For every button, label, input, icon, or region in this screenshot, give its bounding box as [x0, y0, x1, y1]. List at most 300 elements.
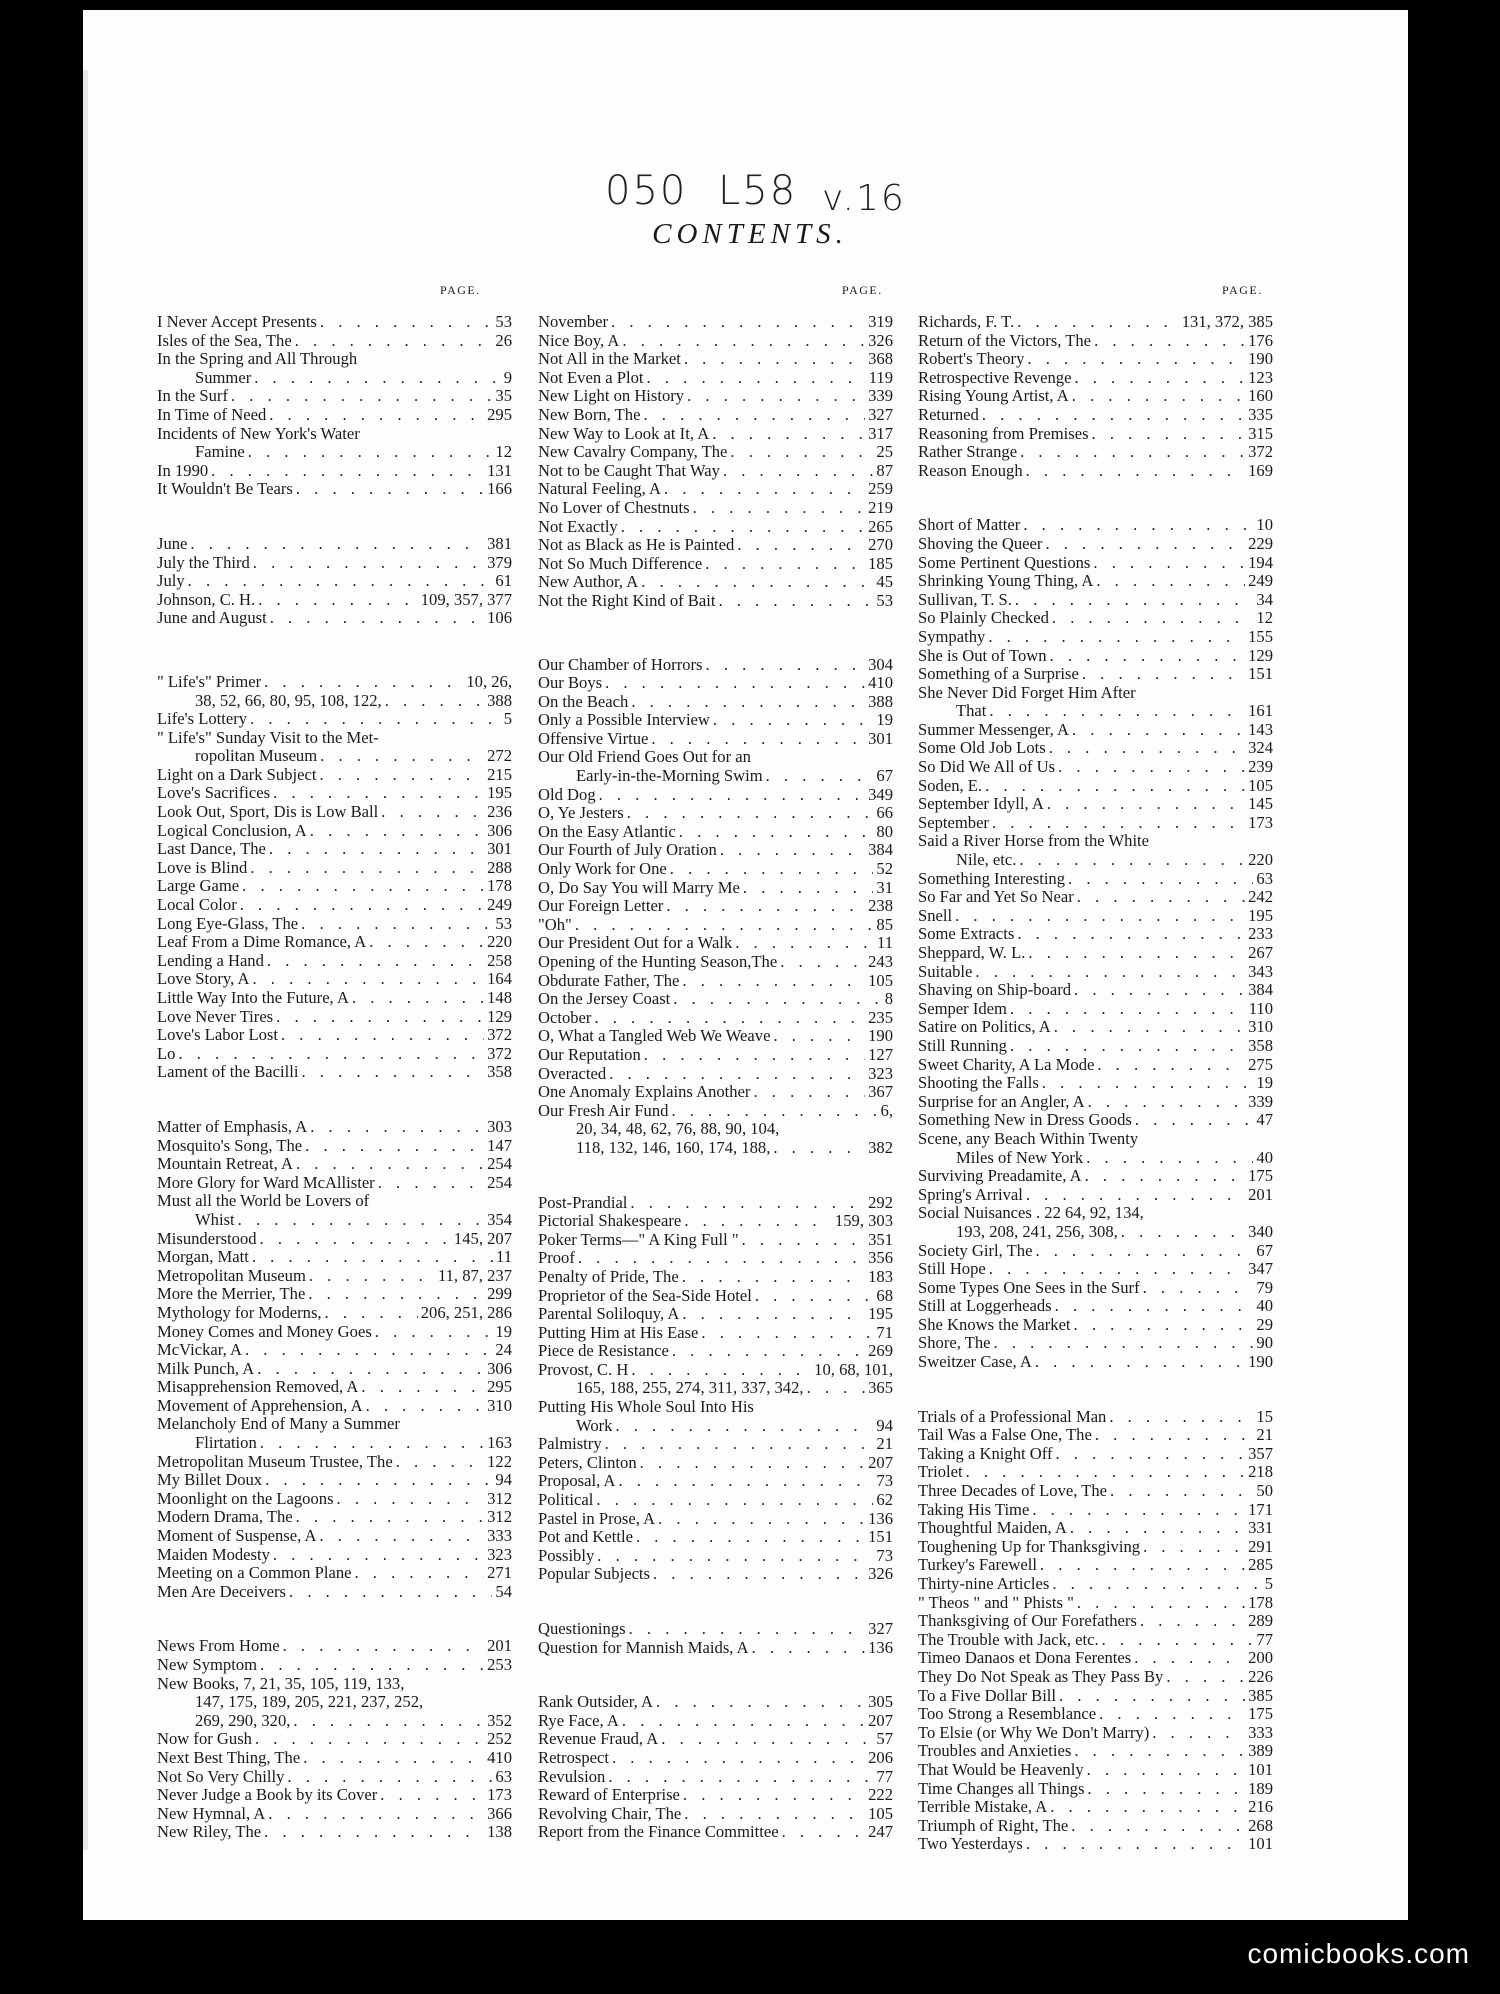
entry-title: My Billet Doux	[157, 1470, 263, 1490]
contents-entry	[918, 1742, 1273, 1761]
contents-entry	[918, 369, 1273, 388]
entry-title: Our Reputation	[538, 1044, 641, 1064]
entry-title: Not the Right Kind of Bait	[538, 590, 716, 610]
dot-leader	[264, 1823, 484, 1842]
contents-entry	[157, 572, 512, 591]
dot-leader	[988, 628, 1245, 647]
entry-page: 10	[1256, 515, 1273, 535]
contents-entry	[918, 1426, 1273, 1445]
entry-page: 173	[487, 1785, 512, 1805]
dot-leader	[1052, 1575, 1261, 1594]
entry-page: 145, 207	[453, 1228, 512, 1248]
contents-entry	[157, 554, 512, 573]
contents-entry	[538, 1305, 893, 1324]
entry-page: 94	[876, 1415, 893, 1435]
entry-page: 327	[868, 1619, 893, 1638]
dot-leader	[310, 822, 484, 841]
contents-entry	[918, 981, 1273, 1000]
dot-leader	[615, 1417, 873, 1436]
dot-leader	[737, 536, 865, 555]
contents-entry	[157, 1397, 512, 1416]
dot-leader	[618, 1472, 873, 1491]
dot-leader	[303, 1749, 484, 1768]
contents-entry	[157, 1508, 512, 1527]
dot-leader	[269, 840, 484, 859]
entry-title: Leaf From a Dime Romance, A	[157, 932, 367, 952]
contents-entry	[157, 1174, 512, 1193]
dot-leader	[682, 1268, 865, 1287]
contents-entry	[918, 888, 1273, 907]
contents-entry	[157, 1118, 512, 1137]
entry-page: 94	[495, 1470, 512, 1490]
entry-title: 38, 52, 66, 80, 95, 108, 122,	[195, 690, 382, 710]
entry-page: 254	[487, 1154, 512, 1174]
entry-page: 136	[868, 1508, 893, 1528]
contents-entry	[157, 1192, 512, 1211]
contents-entry	[538, 972, 893, 991]
contents-entry	[918, 425, 1273, 444]
contents-entry	[538, 536, 893, 555]
entry-page: 166	[487, 479, 512, 499]
contents-entry	[538, 916, 893, 935]
entry-title: Not All in the Market	[538, 349, 681, 369]
dot-leader	[671, 1102, 877, 1121]
contents-entry	[918, 758, 1273, 777]
entry-title: Thirty-nine Articles	[918, 1574, 1050, 1593]
entry-page: 47	[1256, 1110, 1273, 1130]
entry-title: New Symptom	[157, 1655, 258, 1674]
entry-page: 343	[1248, 961, 1273, 981]
contents-entry	[918, 795, 1273, 814]
entry-title: Toughening Up for Thanksgiving	[918, 1536, 1141, 1556]
entry-page: 339	[868, 386, 893, 406]
entry-page: 220	[1248, 850, 1273, 870]
entry-page: 24	[495, 1340, 512, 1360]
entry-page: 358	[487, 1062, 512, 1082]
contents-entry	[538, 1009, 893, 1028]
dot-leader	[807, 1379, 866, 1398]
dot-leader	[242, 877, 484, 896]
contents-entry	[918, 628, 1273, 647]
contents-entry	[538, 1083, 893, 1102]
dot-leader	[1077, 1594, 1245, 1613]
entry-title: One Anomaly Explains Another	[538, 1082, 751, 1102]
dot-leader	[1095, 1426, 1254, 1445]
contents-entry	[918, 1575, 1273, 1594]
entry-page: 249	[1248, 571, 1273, 591]
entry-title: Soden, E.	[918, 775, 983, 795]
dot-leader	[1072, 387, 1245, 406]
spacer	[918, 1372, 1273, 1408]
dot-leader	[267, 952, 484, 971]
entry-page: 384	[1248, 980, 1273, 1000]
contents-entry	[538, 406, 893, 425]
dot-leader	[1094, 332, 1245, 351]
page-edge	[83, 70, 88, 1850]
contents-entry	[918, 572, 1273, 591]
entry-title: Shrinking Young Thing, A	[918, 571, 1094, 591]
dot-leader	[257, 1360, 484, 1379]
dot-leader	[1017, 925, 1245, 944]
contents-entry	[918, 1649, 1273, 1668]
entry-page: 34	[1256, 589, 1273, 609]
dot-leader	[653, 1565, 865, 1584]
entry-page: 164	[487, 969, 512, 989]
dot-leader	[240, 896, 484, 915]
entry-page: 26	[495, 330, 512, 350]
contents-entry	[157, 859, 512, 878]
entry-title: September Idyll, A	[918, 794, 1044, 814]
dot-leader	[211, 462, 484, 481]
entry-title: Milk Punch, A	[157, 1358, 255, 1378]
entry-page: 171	[1248, 1499, 1273, 1519]
entry-page: 151	[868, 1527, 893, 1547]
entry-page: 155	[1248, 626, 1273, 646]
dot-leader	[273, 1546, 484, 1565]
entry-page: 218	[1248, 1462, 1273, 1482]
entry-page: 176	[1248, 330, 1273, 350]
entry-title: Retrospective Revenge	[918, 367, 1072, 387]
dot-leader	[1087, 1761, 1245, 1780]
entry-page: 259	[868, 479, 893, 499]
contents-entry	[538, 369, 893, 388]
entry-title: Spring's Arrival	[918, 1184, 1023, 1204]
contents-entry	[157, 1248, 512, 1267]
contents-entry	[918, 1668, 1273, 1687]
contents-entry	[538, 1639, 893, 1658]
entry-title: November	[538, 312, 609, 331]
dot-leader	[723, 462, 873, 481]
dot-leader	[735, 934, 874, 953]
dot-leader	[238, 1211, 484, 1230]
contents-entry	[157, 1453, 512, 1472]
dot-leader	[992, 814, 1245, 833]
dot-leader	[705, 555, 865, 574]
dot-leader	[1082, 665, 1245, 684]
entry-title: Money Comes and Money Goes	[157, 1321, 372, 1341]
contents-entry	[918, 1037, 1273, 1056]
entry-title: New Hymnal, A	[157, 1803, 266, 1823]
contents-entry	[918, 777, 1273, 796]
entry-page: 382	[868, 1137, 893, 1157]
entry-title: Lo	[157, 1043, 176, 1063]
entry-page: 175	[1248, 1704, 1273, 1724]
entry-page: 331	[1248, 1518, 1273, 1538]
contents-entry	[157, 840, 512, 859]
entry-page: 285	[1248, 1555, 1273, 1575]
entry-page: 62	[876, 1490, 893, 1510]
entry-page: 233	[1248, 924, 1273, 944]
entry-page: 119	[868, 367, 893, 387]
entry-title: Satire on Politics, A	[918, 1017, 1051, 1037]
dot-leader	[309, 1267, 435, 1286]
entry-title: June and August	[157, 608, 267, 628]
entry-title: Sheppard, W. L.	[918, 943, 1026, 962]
dot-leader	[773, 1027, 865, 1046]
entry-title: Logical Conclusion, A	[157, 820, 307, 840]
contents-entry	[538, 804, 893, 823]
entry-title: Not So Very Chilly	[157, 1766, 285, 1786]
entry-page: 190	[868, 1026, 893, 1046]
entry-title: So Did We All of Us	[918, 757, 1056, 777]
contents-entry	[538, 425, 893, 444]
contents-entry	[918, 1093, 1273, 1112]
contents-entry	[157, 313, 512, 332]
entry-page: 178	[487, 876, 512, 896]
dot-leader	[258, 591, 418, 610]
contents-entry	[538, 786, 893, 805]
contents-entry	[157, 1823, 512, 1842]
dot-leader	[1028, 944, 1245, 963]
entry-page: 169	[1248, 460, 1273, 480]
dot-leader	[597, 1547, 873, 1566]
entry-title: Early-in-the-Morning Swim	[576, 766, 763, 786]
entry-page: 222	[868, 1785, 893, 1805]
entry-title: In 1990	[157, 460, 209, 480]
entry-page: 368	[868, 349, 893, 369]
dot-leader	[1135, 1111, 1254, 1130]
contents-entry	[538, 1823, 893, 1842]
entry-page: 173	[1248, 812, 1273, 832]
dot-leader	[361, 1378, 484, 1397]
entry-page: 272	[487, 746, 512, 766]
entry-title: Richards, F. T.	[918, 312, 1015, 331]
contents-entry	[157, 1341, 512, 1360]
entry-title: Large Game	[157, 876, 240, 896]
entry-page: 299	[487, 1284, 512, 1304]
dot-leader	[1087, 1780, 1245, 1799]
entry-page: 252	[487, 1729, 512, 1749]
dot-leader	[1097, 1056, 1245, 1075]
contents-entry	[538, 555, 893, 574]
contents-entry	[918, 535, 1273, 554]
dot-leader	[1092, 425, 1246, 444]
entry-page: 304	[868, 654, 893, 674]
entry-page: 148	[487, 988, 512, 1007]
entry-page: 219	[868, 497, 893, 517]
entry-title: Putting Him at His Ease	[538, 1322, 699, 1342]
dot-leader	[1052, 609, 1254, 628]
contents-entry	[538, 693, 893, 712]
dot-leader	[1143, 1279, 1254, 1298]
entry-title: I Never Accept Presents	[157, 312, 317, 331]
entry-title: Palmistry	[538, 1434, 602, 1454]
entry-title: Surprise for an Angler, A	[918, 1091, 1085, 1111]
entry-title: Our President Out for a Walk	[538, 933, 733, 953]
entry-title: Long Eye-Glass, The	[157, 913, 299, 933]
dot-leader	[1035, 1353, 1245, 1372]
entry-title: O, Ye Jesters	[538, 803, 624, 823]
contents-entry	[157, 535, 512, 554]
contents-entry	[538, 1342, 893, 1361]
entry-title: Time Changes all Things	[918, 1778, 1085, 1798]
dot-leader	[325, 1304, 418, 1323]
entry-title: Too Strong a Resemblance	[918, 1704, 1097, 1724]
entry-title: 20, 34, 48, 62, 76, 88, 90, 104,	[576, 1119, 780, 1139]
entry-title: Melancholy End of Many a Summer	[157, 1414, 400, 1434]
entry-page: 326	[868, 1564, 893, 1584]
entry-title: On the Easy Atlantic	[538, 821, 676, 841]
contents-entry	[538, 1565, 893, 1584]
entry-title: Our Foreign Letter	[538, 896, 664, 916]
dot-leader	[289, 1583, 492, 1602]
entry-title: Our Chamber of Horrors	[538, 654, 703, 674]
contents-entry	[918, 313, 1273, 332]
contents-entry	[157, 1360, 512, 1379]
entry-page: 358	[1248, 1035, 1273, 1055]
entry-page: 333	[1248, 1722, 1273, 1742]
dot-leader	[682, 1305, 865, 1324]
dot-leader	[666, 897, 865, 916]
contents-entry	[538, 748, 893, 767]
entry-title: Political	[538, 1490, 594, 1510]
entry-title: "Oh"	[538, 914, 572, 934]
entry-title: Love Story, A	[157, 969, 250, 989]
entry-page: 151	[1248, 664, 1273, 684]
contents-entry	[918, 1445, 1273, 1464]
dot-leader	[1054, 1018, 1245, 1037]
dot-leader	[1027, 350, 1245, 369]
column-heading-3: PAGE.	[1222, 283, 1263, 297]
dot-leader	[281, 1026, 484, 1045]
contents-entry	[157, 710, 512, 729]
contents-entry	[918, 1463, 1273, 1482]
contents-entry	[918, 1761, 1273, 1780]
contents-entry	[538, 767, 893, 786]
contents-entry	[538, 1194, 893, 1213]
entry-title: Mythology for Moderns,	[157, 1302, 322, 1322]
entry-page: 201	[1248, 1184, 1273, 1204]
entry-title: Not as Black as He is Painted	[538, 535, 735, 555]
entry-title: Possibly	[538, 1545, 595, 1565]
entry-title: Taking a Knight Off	[918, 1443, 1053, 1463]
contents-entry	[538, 1749, 893, 1768]
entry-page: 10, 68, 101,	[814, 1359, 893, 1379]
contents-entry	[538, 1046, 893, 1065]
dot-leader	[643, 406, 865, 425]
contents-entry	[918, 1519, 1273, 1538]
entry-title: 118, 132, 146, 160, 174, 188,	[576, 1137, 771, 1157]
dot-leader	[1059, 1687, 1245, 1706]
contents-entry	[538, 499, 893, 518]
entry-title: New Author, A	[538, 572, 639, 592]
contents-entry	[538, 1027, 893, 1046]
dot-leader	[1102, 1631, 1254, 1650]
entry-title: Terrible Mistake, A	[918, 1797, 1048, 1817]
contents-entry	[918, 1167, 1273, 1186]
entry-title: Something Interesting	[918, 868, 1066, 888]
entry-page: 207	[868, 1452, 893, 1472]
contents-entry	[538, 1547, 893, 1566]
contents-entry	[157, 1378, 512, 1397]
dot-leader	[253, 970, 485, 989]
entry-page: 323	[868, 1063, 893, 1083]
entry-page: 145	[1248, 794, 1273, 814]
dot-leader	[250, 859, 484, 878]
contents-entry	[157, 692, 512, 711]
dot-leader	[369, 933, 484, 952]
entry-title: Triolet	[918, 1462, 963, 1482]
entry-page: 190	[1248, 349, 1273, 369]
dot-leader	[1019, 851, 1245, 870]
entry-page: 303	[487, 1116, 512, 1136]
contents-entry	[157, 1415, 512, 1434]
dot-leader	[319, 1527, 484, 1546]
entry-page: 35	[495, 386, 512, 406]
contents-entry	[918, 406, 1273, 425]
entry-page: 189	[1248, 1778, 1273, 1798]
contents-entry	[538, 443, 893, 462]
entry-title: Offensive Virtue	[538, 728, 649, 748]
entry-title: Question for Mannish Maids, A	[538, 1637, 749, 1657]
entry-title: More the Merrier, The	[157, 1284, 306, 1304]
contents-entry	[157, 877, 512, 896]
entry-title: Metropolitan Museum Trustee, The	[157, 1451, 393, 1471]
dot-leader	[1050, 1798, 1245, 1817]
entry-page: 235	[868, 1007, 893, 1027]
entry-title: Shoving the Queer	[918, 533, 1043, 553]
contents-entry	[157, 1137, 512, 1156]
entry-title: Movement of Apprehension, A	[157, 1395, 363, 1415]
entry-page: 207	[868, 1710, 893, 1730]
entry-page: 10, 26,	[466, 671, 512, 691]
contents-entry	[538, 1361, 893, 1380]
contents-entry	[918, 443, 1273, 462]
contents-entry	[157, 1805, 512, 1824]
dot-leader	[178, 1045, 484, 1064]
dot-leader	[966, 1463, 1246, 1482]
dot-leader	[612, 1749, 865, 1768]
entry-page: 127	[868, 1044, 893, 1064]
contents-entry	[157, 1267, 512, 1286]
dot-leader	[773, 1139, 865, 1158]
entry-title: Three Decades of Love, The	[918, 1481, 1108, 1501]
entry-page: 352	[487, 1710, 512, 1730]
entry-page: 268	[1248, 1815, 1273, 1835]
dot-leader	[636, 1528, 865, 1547]
dot-leader	[651, 730, 865, 749]
dot-leader	[1099, 1705, 1245, 1724]
entry-page: 312	[487, 1507, 512, 1527]
contents-entry	[918, 1817, 1273, 1836]
contents-entry	[157, 332, 512, 351]
entry-page: 372	[487, 1043, 512, 1063]
entry-title: On the Jersey Coast	[538, 989, 671, 1009]
entry-title: Reward of Enterprise	[538, 1785, 680, 1805]
entry-page: 163	[487, 1433, 512, 1453]
entry-title: Still Running	[918, 1035, 1007, 1055]
entry-page: 54	[495, 1581, 512, 1601]
contents-entry	[918, 1297, 1273, 1316]
dot-leader	[706, 656, 866, 675]
contents-entry	[538, 1120, 893, 1139]
contents-entry	[538, 387, 893, 406]
entry-title: She Never Did Forget Him After	[918, 682, 1136, 702]
dot-leader	[631, 693, 865, 712]
contents-entry	[157, 350, 512, 369]
entry-page: 388	[487, 690, 512, 710]
contents-entry	[157, 784, 512, 803]
contents-entry	[918, 591, 1273, 610]
entry-page: 67	[876, 766, 893, 786]
entry-page: 143	[1248, 719, 1273, 739]
entry-page: 301	[868, 728, 893, 748]
contents-entry	[157, 1155, 512, 1174]
entry-title: Society Girl, The	[918, 1240, 1033, 1260]
entry-page: 101	[1248, 1834, 1273, 1854]
dot-leader	[396, 1453, 484, 1472]
entry-page: 306	[487, 1358, 512, 1378]
